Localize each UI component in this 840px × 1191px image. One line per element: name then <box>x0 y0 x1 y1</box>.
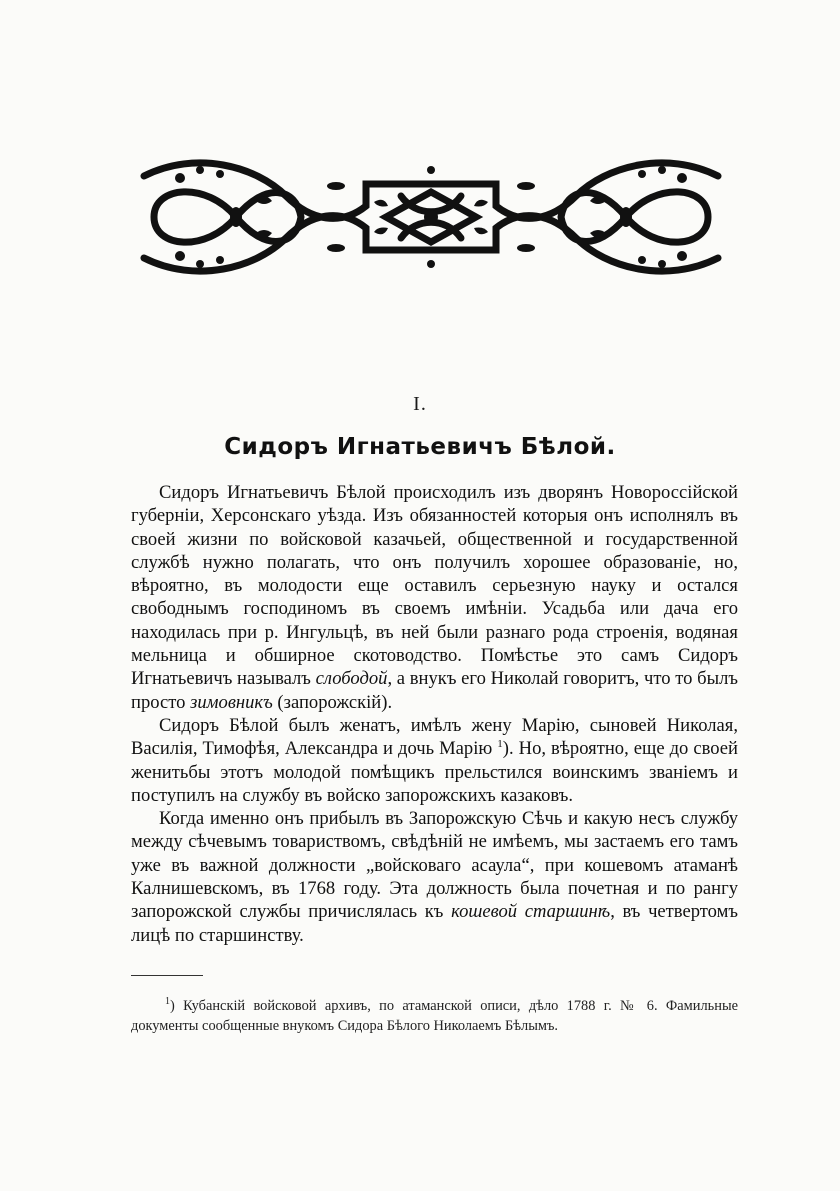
italic-term: кошевой старшинѣ <box>451 901 611 923</box>
italic-term: зимовникъ <box>190 691 273 713</box>
footnote-text: ) Кубанскій войсковой архивъ, по атаманской описи, дѣло 1788 г. № 6. Фамильные документы сообщенные внукомъ Сидора Бѣлого Николаемъ Бѣлымъ. <box>131 998 738 1034</box>
body-text <box>131 481 738 947</box>
paragraph-2: Сидоръ Бѣлой былъ женатъ, имѣлъ жену Марію, сыновей Николая, Василія, Тимофѣя, Александра и дочь Марію $^1$). Но, вѣроятно, еще до своей женитьбы этотъ молодой помѣщикъ прельстился воинскимъ званіемъ и поступилъ на службу въ войско запорожскихъ казаковъ. <box>131 714 739 806</box>
footnote-reference: 1 <box>497 738 503 751</box>
paragraph-3: Когда именно онъ прибылъ въ Запорожскую Сѣчь и какую несъ службу между сѣчевымъ товариствомъ, свѣдѣній не имѣемъ, мы застаемъ его тамъ уже въ важной должности „войсковаго асаула“, при кошевомъ атаманѣ Калнишевскомъ, въ 1768 году. Эта должность была почетная и по рангу запорожской службы причислялась къ кошевой старшинѣ, въ четвертомъ лицѣ по старшинству. <box>131 808 738 946</box>
ornamental-headpiece <box>136 156 726 278</box>
footnote-divider <box>131 975 203 976</box>
italic-term: слободой <box>315 668 388 690</box>
chapter-title: Сидоръ Игнатьевичъ Бѣлой. <box>224 434 616 460</box>
footnote-marker: 1 <box>165 996 170 1008</box>
chapter-number: I. <box>413 393 427 415</box>
paragraph-1: Сидоръ Игнатьевичъ Бѣлой происходилъ изъ дворянъ Новороссійской губерніи, Херсонскаго уѣзда. Изъ обязанностей которыя онъ исполнялъ въ своей жизни по войсковой казачьей, общественной и государственной службѣ нужно полагать, что онъ получилъ хорошее образованіе, но, вѣроятно, въ молодости еще оставилъ серьезную науку и остался свободнымъ господиномъ въ своемъ имѣніи. Усадьба или дача его находилась при р. Ингульцѣ, въ ней были разнаго рода строенія, водяная мельница и обширное скотоводство. Помѣстье это самъ Сидоръ Игнатьевичъ называлъ слободой, а внукъ его Николай говоритъ, что то былъ просто зимовникъ (запорожскій). <box>131 482 739 713</box>
footnote <box>131 996 738 1036</box>
